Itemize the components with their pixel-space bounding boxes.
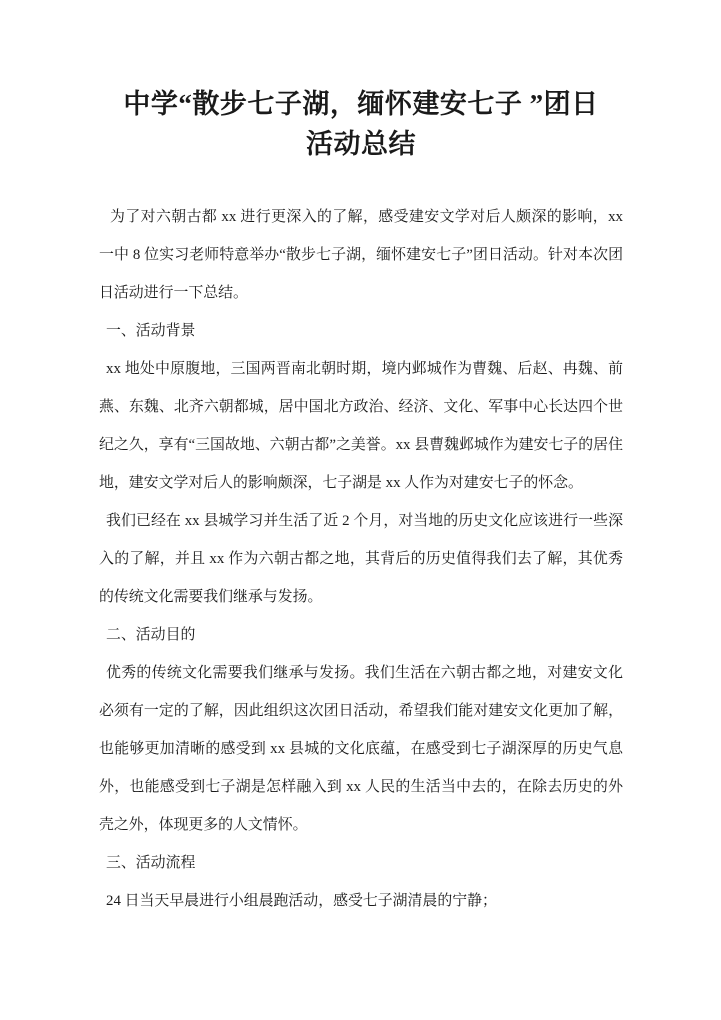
document-body — [99, 198, 623, 920]
section-heading-background: 一、活动背景 — [106, 323, 196, 339]
document-title-line-2: 活动总结 — [306, 129, 416, 159]
paragraph-process: 24 日当天早晨进行小组晨跑活动，感受七子湖清晨的宁静； — [106, 893, 497, 909]
document-title — [99, 84, 623, 164]
section-heading-process: 三、活动流程 — [106, 855, 196, 871]
paragraph-intro: 为了对六朝古都 xx 进行更深入的了解，感受建安文学对后人颇深的影响，xx 一中 8 位实习老师特意举办“散步七子湖，缅怀建安七子”团日活动。针对本次团日活动进行一下总结。 — [99, 209, 623, 301]
paragraph-background-1: xx 地处中原腹地，三国两晋南北朝时期，境内邺城作为曹魏、后赵、冉魏、前燕、东魏、北齐六朝都城，居中国北方政治、经济、文化、军事中心长达四个世纪之久，享有“三国故地、六朝古都”之美誉。xx 县曹魏邺城作为建安七子的居住地，建安文学对后人的影响颇深，七子湖是 xx 人作为对建安七子的怀念。 — [99, 361, 623, 491]
document-content — [99, 0, 623, 920]
paragraph-background-2: 我们已经在 xx 县城学习并生活了近 2 个月，对当地的历史文化应该进行一些深入的了解，并且 xx 作为六朝古都之地，其背后的历史值得我们去了解，其优秀的传统文化需要我们继承与发扬。 — [99, 513, 623, 605]
section-heading-purpose: 二、活动目的 — [106, 627, 196, 643]
paragraph-purpose: 优秀的传统文化需要我们继承与发扬。我们生活在六朝古都之地，对建安文化必须有一定的了解，因此组织这次团日活动，希望我们能对建安文化更加了解，也能够更加清晰的感受到 xx 县城的文化底蕴，在感受到七子湖深厚的历史气息外，也能感受到七子湖是怎样融入到 xx 人民的生活当中去的，在除去历史的外壳之外，体现更多的人文情怀。 — [99, 665, 623, 833]
document-title-line-1: 中学“散步七子湖，缅怀建安七子 ”团日 — [123, 89, 599, 119]
